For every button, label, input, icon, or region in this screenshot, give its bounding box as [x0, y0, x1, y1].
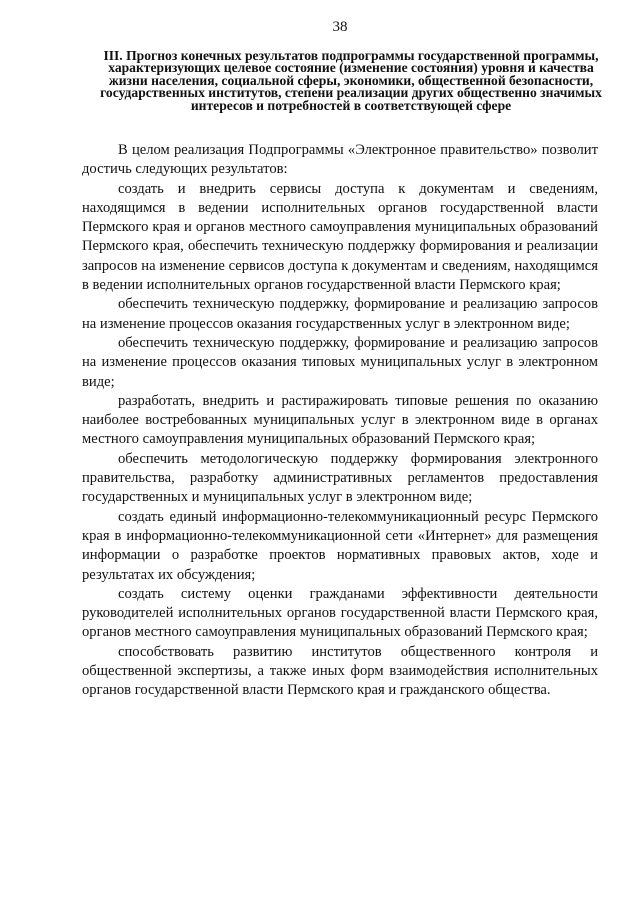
section-heading: III. Прогноз конечных результатов подпрограммы государственной программы, характеризующих целевое состояние (изменение состояния) уровня и качества жизни населения, социальной сферы, экономики, общественной безопасности, государственных институтов, степени реализации других общественно значимых интересов и потребностей в соответствующей сфере [100, 48, 602, 113]
body-text [82, 141, 598, 701]
result-item-typical-solutions: разработать, внедрить и растиражировать типовые решения по оказанию наиболее востребованных муниципальных услуг в электронном виде в органах местного самоуправления муниципальных образований Пермского края; [82, 392, 598, 448]
result-item-municipal-services-support: обеспечить техническую поддержку, формирование и реализацию запросов на изменение процессов оказания типовых муниципальных услуг в электронном виде; [82, 334, 598, 390]
result-item-methodological-support: обеспечить методологическую поддержку формирования электронного правительства, разработку административных регламентов предоставления государственных и муниципальных услуг в электронном виде; [82, 450, 598, 506]
page-number: 38 [332, 19, 348, 35]
result-item-state-services-support: обеспечить техническую поддержку, формирование и реализацию запросов на изменение процессов оказания государственных услуг в электронном виде; [82, 296, 598, 332]
intro-paragraph: В целом реализация Подпрограммы «Электронное правительство» позволит достичь следующих результатов: [82, 142, 598, 178]
result-item-access-services: создать и внедрить сервисы доступа к документам и сведениям, находящимся в ведении исполнительных органов государственной власти Пермского края и органов местного самоуправления муниципальных образований Пермского края, обеспечить техническую поддержку формирования и реализации запросов на изменение сервисов доступа к документам и сведениям, находящимся в ведении исполнительных органов государственной власти Пермского края; [82, 180, 598, 294]
result-item-public-control: способствовать развитию институтов общественного контроля и общественной экспертизы, а также иных форм взаимодействия исполнительных органов государственной власти Пермского края и гражданского общества. [82, 643, 598, 699]
result-item-information-resource: создать единый информационно-телекоммуникационный ресурс Пермского края в информационно-телекоммуникационной сети «Интернет» для размещения информации о разработке проектов нормативных правовых актов, ходе и результатах их обсуждения; [82, 508, 598, 583]
result-item-evaluation-system: создать систему оценки гражданами эффективности деятельности руководителей исполнительных органов государственной власти Пермского края, органов местного самоуправления муниципальных образований Пермского края; [82, 585, 598, 641]
